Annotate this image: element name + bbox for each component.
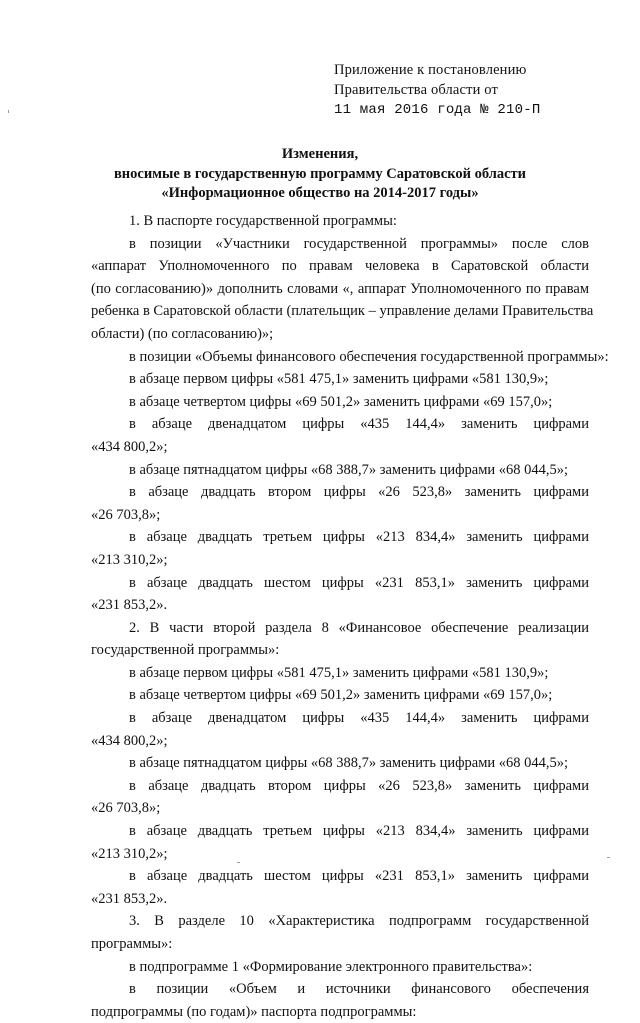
body-line: в абзаце четвертом цифры «69 501,2» заменить цифрами «69 157,0»; [129,687,553,704]
body-line: в абзаце первом цифры «581 475,1» заменить цифрами «581 130,9»; [129,664,549,681]
body-line: в абзаце пятнадцатом цифры «68 388,7» заменить цифрами «68 044,5»; [129,461,569,478]
body-line: программы»: [91,936,173,952]
appendix-header [334,60,540,120]
body-line: в абзаце двенадцатом цифры «435 144,4» заменить цифрами [129,416,589,433]
body-line: в абзаце двадцать третьем цифры «213 834,4» заменить цифрами [129,529,589,546]
body-line: в абзаце первом цифры «581 475,1» заменить цифрами «581 130,9»; [129,371,549,388]
body-line: «434 800,2»; [91,732,168,749]
body-line: в подпрограмме 1 «Формирование электронного правительства»: [129,958,533,975]
body-line: в абзаце четвертом цифры «69 501,2» заменить цифрами «69 157,0»; [129,393,553,410]
header-line-1: Приложение к постановлению [334,62,527,78]
scan-speck [8,110,9,113]
body-line: «аппарат Уполномоченного по правам человека в Саратовской области [91,258,589,275]
body-line: «231 853,2». [91,890,168,907]
body-line: в позиции «Участники государственной программы» после слов [129,235,589,252]
body-line: ребенка в Саратовской области (плательщик – управление делами Правительства [91,303,594,320]
body-line: в абзаце двадцать шестом цифры «231 853,1» заменить цифрами [129,868,589,885]
body-line: «26 703,8»; [91,800,161,817]
document-body [91,210,609,1023]
title-line-3: «Информационное общество на 2014-2017 годы» [161,185,479,201]
body-line: 3. В разделе 10 «Характеристика подпрограмм государственной [129,913,589,930]
body-line: в абзаце двенадцатом цифры «435 144,4» заменить цифрами [129,710,589,727]
body-line: «434 800,2»; [91,438,168,455]
body-line: 1. В паспорте государственной программы: [129,213,397,229]
body-line: области) (по согласованию)»; [91,325,274,342]
body-line: подпрограммы (по годам)» паспорта подпрограммы: [91,1003,417,1020]
body-line: «231 853,2». [91,597,168,614]
body-line: в позиции «Объем и источники финансового обеспечения [129,981,589,998]
body-line: в позиции «Объемы финансового обеспечения государственной программы»: [129,348,609,365]
body-line: (по согласованию)» дополнить словами «, аппарат Уполномоченного по правам [91,280,589,297]
body-line: в абзаце двадцать втором цифры «26 523,8» заменить цифрами [129,777,589,794]
body-line: в абзаце двадцать третьем цифры «213 834,4» заменить цифрами [129,823,589,840]
body-line: «213 310,2»; [91,551,168,568]
header-line-2: Правительства области от [334,82,498,98]
document-title [0,145,640,204]
body-line: государственной программы»: [91,642,280,659]
body-line: «26 703,8»; [91,506,161,523]
body-line: «213 310,2»; [91,845,168,862]
body-line: в абзаце двадцать шестом цифры «231 853,1» заменить цифрами [129,574,589,591]
body-line: в абзаце двадцать втором цифры «26 523,8» заменить цифрами [129,484,589,501]
title-line-1: Изменения, [281,146,359,162]
header-line-3: 11 мая 2016 года № 210-П [334,102,541,118]
title-line-2: вносимые в государственную программу Саратовской области [113,165,527,182]
scan-speck [237,862,240,863]
body-line: в абзаце пятнадцатом цифры «68 388,7» заменить цифрами «68 044,5»; [129,755,569,772]
scan-speck [607,857,610,858]
body-line: 2. В части второй раздела 8 «Финансовое обеспечение реализации [129,619,589,636]
